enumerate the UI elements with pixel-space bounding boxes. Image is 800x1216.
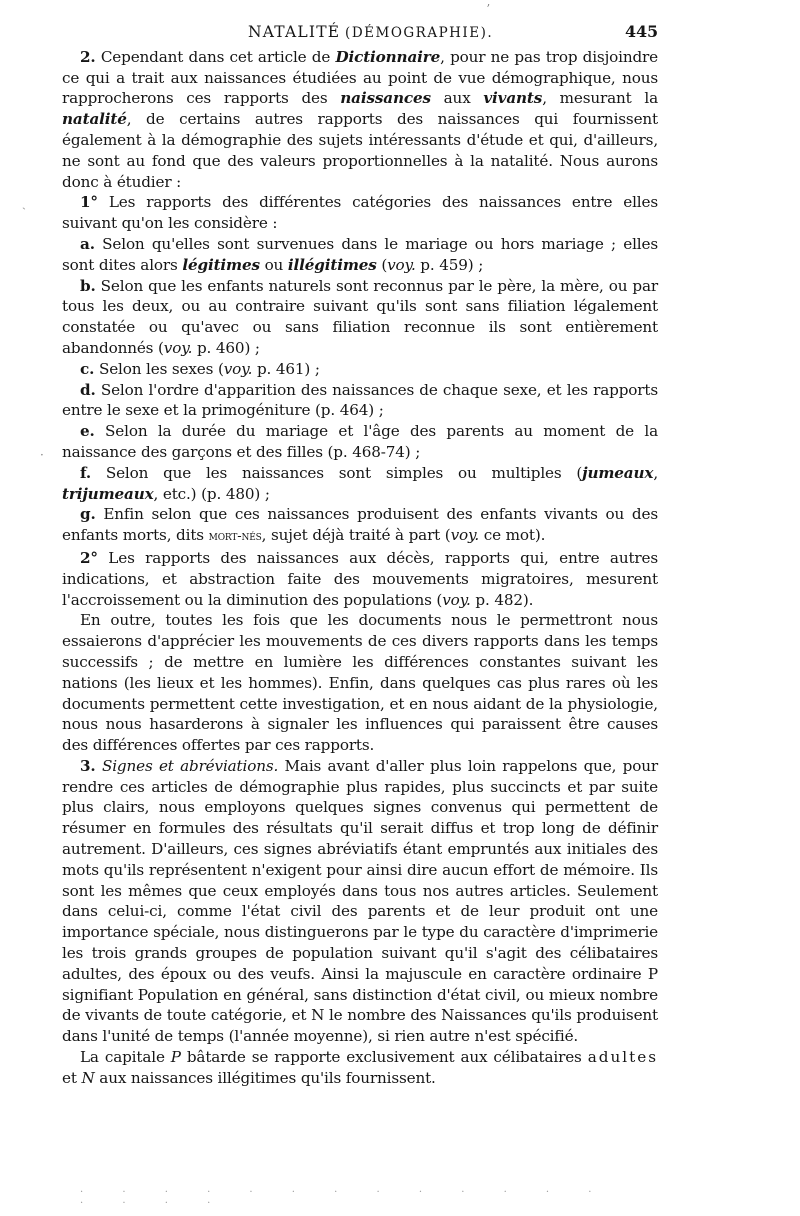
text-run: ou [259, 255, 288, 274]
text-run: Selon que les enfants naturels sont reconnus par le père, la mère, ou par tous les deux, ou au contraire suivant qu'ils sont sans filiation légalement constatée ou qu'avec ou sans filiation reconnue ils sont entièrement abandonnés ( [62, 276, 658, 357]
text-run: Les rapports des différentes catégories des naissances entre elles suivant qu'on les considère : [62, 193, 659, 233]
text-run: p. 460) ; [192, 338, 260, 357]
margin-mark: ʼ [486, 2, 490, 16]
paragraph-label: g. [80, 505, 96, 524]
header-title: NATALITÉ [248, 23, 341, 41]
emphasis-run: P [170, 1048, 181, 1067]
text-run: Cependant dans cet article de [100, 47, 336, 66]
text-run: , sujet déjà traité à part ( [261, 526, 451, 545]
text-run: aux naissances illégitimes qu'ils fournissent. [94, 1068, 436, 1087]
emphasis-run: natalité [62, 110, 127, 129]
emphasis-run: vivants [483, 89, 543, 108]
emphasis-run: Signes et abréviations. [101, 756, 279, 775]
emphasis-run: voy. [387, 255, 416, 274]
text-run: , de certains autres rapports des naissances qui fournissent également à la démographie des sujets intéressants d'étude et qui, d'ailleurs, ne sont au fond que des valeurs proportionnelles à la natalité. Nous aurons donc à étudier : [62, 110, 658, 191]
paragraph [62, 756, 658, 1047]
emphasis-run: voy. [223, 359, 253, 378]
paragraph [62, 548, 658, 610]
paragraph-label: d. [80, 380, 96, 399]
document-page [62, 22, 658, 1089]
emphasis-run: illégitimes [287, 255, 377, 274]
header-subtitle: (DÉMOGRAPHIE). [345, 25, 494, 41]
paragraph [62, 421, 658, 463]
emphasis-run: naissances [340, 89, 431, 108]
text-run: Selon qu'elles sont survenues dans le mariage ou hors mariage ; elles sont dites alors [62, 234, 658, 274]
text-run: et [62, 1068, 82, 1087]
text-run: p. 461) ; [252, 359, 320, 378]
paragraph-label: 1° [80, 193, 98, 212]
paragraph [62, 380, 658, 422]
paragraph [62, 276, 658, 359]
page-number: 445 [625, 22, 658, 41]
header-title-group [248, 22, 493, 44]
paragraph [62, 192, 658, 234]
emphasis-run: adultes [587, 1048, 658, 1067]
paragraph [62, 234, 658, 276]
text-run: Selon l'ordre d'apparition des naissances de chaque sexe, et les rapports entre le sexe et la primogéniture (p. 464) ; [62, 380, 658, 420]
text-run: Mais avant d'aller plus loin rappelons que, pour rendre ces articles de démographie plus rapides, plus succincts et par suite plus clairs, nous employons quelques signes convenus qui permettent de résumer en formules des résultats qu'il serait diffus et trop long de définir autrement. D'ailleurs, ces signes abréviatifs étant empruntés aux initiales des mots qu'ils représentent n'exigent pour ainsi dire aucun effort de mémoire. Ils sont les mêmes que ceux employés dans tous nos autres articles. Seulement dans celui-ci, comme l'état civil des parents et de leur produit ont une importance spéciale, nous distinguerons par le type du caractère d'imprimerie les trois grands groupes de population suivant qu'il s'agit des célibataires adultes, des époux ou des veufs. Ainsi la majuscule en caractère ordinaire P signifiant Population en général, sans distinction d'état civil, ou mieux nombre de vivants de toute catégorie, et N le nombre des Naissances qu'ils produisent dans l'unité de temps (l'année moyenne), si rien autre n'est spécifié. [62, 756, 658, 1046]
emphasis-run: trijumeaux [62, 484, 154, 503]
paragraph-label: 2. [80, 47, 96, 66]
margin-mark: ˏ [22, 196, 26, 210]
text-run: Les rapports des naissances aux décès, rapports qui, entre autres indications, et abstraction faite des mouvements migratoires, mesurent l'accroissement ou la diminution des populations ( [62, 548, 658, 609]
text-run: ce mot). [479, 526, 546, 545]
text-run: p. 482). [470, 590, 534, 609]
margin-mark: · [40, 448, 44, 462]
emphasis-run: légitimes [182, 255, 260, 274]
paragraph [62, 47, 658, 193]
text-run: , pour ne pas trop disjoindre ce qui a trait aux naissances étudiées au point de vue démographique, nous rapprocherons ces rapports des [62, 47, 658, 108]
paragraph-label: e. [80, 422, 95, 441]
text-run: , [653, 463, 658, 482]
emphasis-run: jumeaux [582, 463, 654, 482]
text-run: , mesurant la [542, 89, 658, 108]
text-run: bâtarde se rapporte exclusivement aux célibataires [180, 1048, 588, 1067]
paragraph [62, 359, 658, 380]
paragraph-label: a. [80, 234, 95, 253]
text-run: Selon les sexes ( [98, 359, 224, 378]
text-run: Enfin selon que ces naissances produisent des enfants vivants ou des enfants morts, dits [62, 505, 658, 545]
text-run: p. 459) ; [415, 255, 484, 274]
emphasis-run: voy. [450, 526, 480, 545]
body-text [62, 47, 658, 1089]
paragraph-label: c. [80, 359, 95, 378]
paragraph [62, 504, 658, 548]
text-run: Selon que les naissances sont simples ou multiples ( [105, 463, 583, 482]
paragraph-label: b. [80, 276, 96, 295]
text-run: aux [430, 89, 484, 108]
text-run: , etc.) (p. 480) ; [153, 484, 270, 503]
bottom-noise: . . . . . . . . . . . . . . . . . [80, 1184, 610, 1206]
running-header [248, 22, 658, 44]
emphasis-run: mort-nés [208, 529, 262, 545]
text-run: La capitale [80, 1048, 171, 1067]
paragraph-label: f. [80, 463, 91, 482]
emphasis-run: Dictionnaire [335, 47, 441, 66]
emphasis-run: voy. [163, 338, 193, 357]
emphasis-run: voy. [442, 590, 471, 609]
paragraph-label: 3. [80, 756, 96, 775]
text-run: ( [376, 255, 388, 274]
text-run: Selon la durée du mariage et l'âge des parents au moment de la naissance des garçons et des filles (p. 468-74) ; [62, 422, 658, 461]
paragraph [62, 463, 658, 505]
paragraph-label: 2° [80, 548, 98, 567]
paragraph [62, 1047, 658, 1089]
paragraph [62, 610, 658, 756]
text-run: En outre, toutes les fois que les documents nous le permettront nous essaierons d'apprécier les mouvements de ces divers rapports dans les temps successifs ; de mettre en lumière les différences constantes suivant les nations (les lieux et les hommes). Enfin, dans quelques cas plus rares où les documents permettent cette investigation, et en nous aidant de la physiologie, nous nous hasarderons à signaler les influences qui paraissent être causes des différences offertes par ces rapports. [62, 611, 658, 755]
emphasis-run: N [81, 1068, 95, 1087]
